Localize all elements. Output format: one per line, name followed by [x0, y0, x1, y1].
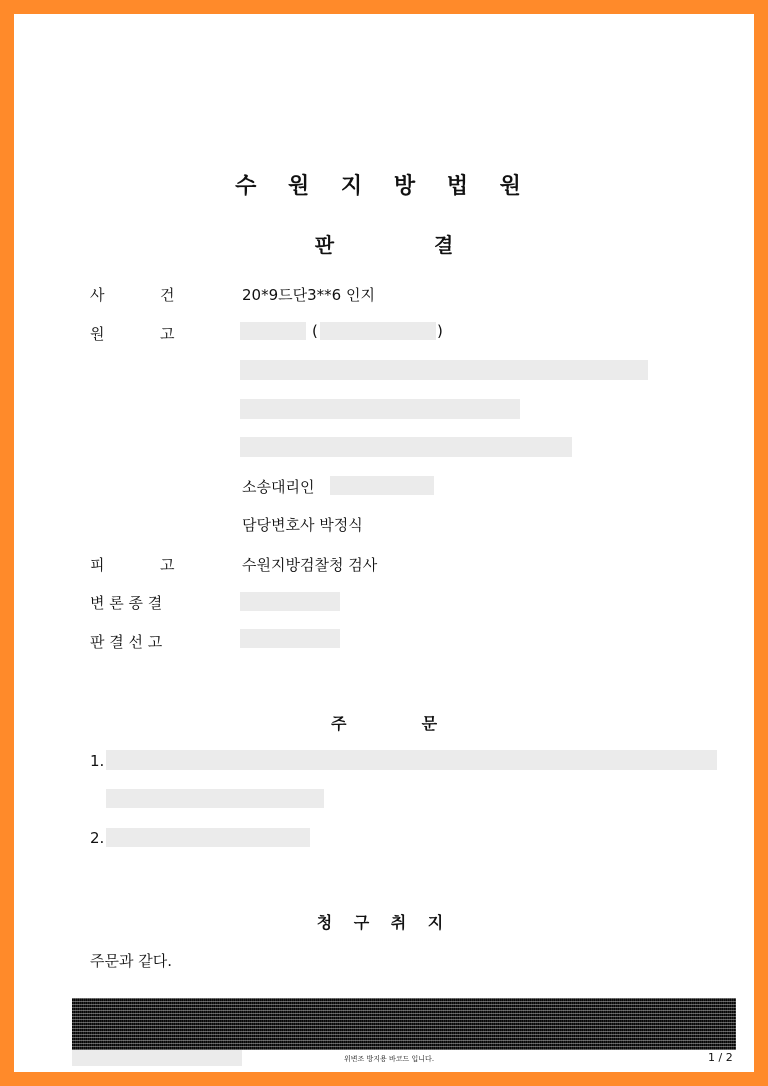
ruling-date-label: 판 결 선 고 — [90, 633, 163, 651]
case-label-a: 사 — [90, 286, 105, 304]
closing-label: 변 론 종 결 — [90, 594, 163, 612]
address-redaction-1 — [240, 360, 648, 380]
order-item-1-number: 1. — [90, 752, 105, 770]
plaintiff-paren-close: ) — [437, 322, 443, 340]
order-item-1-redaction — [106, 750, 717, 770]
plaintiff-paren-open: ( — [312, 322, 318, 340]
document-type-left: 판 — [314, 233, 335, 257]
claim-text: 주문과 같다. — [90, 952, 172, 970]
defendant-label-a: 피 — [90, 556, 105, 574]
defendant-value: 수원지방검찰청 검사 — [242, 556, 378, 574]
address-redaction-3 — [240, 437, 572, 457]
attorney-redaction — [330, 476, 434, 495]
document-type-right: 결 — [433, 233, 454, 257]
defendant-label-b: 고 — [160, 556, 175, 574]
case-label-b: 건 — [160, 286, 175, 304]
anti-forgery-barcode — [72, 998, 736, 1050]
closing-date-redaction — [240, 592, 340, 611]
order-item-2-redaction — [106, 828, 310, 847]
page-number: 1 / 2 — [708, 1051, 733, 1064]
order-title-right: 문 — [421, 714, 438, 733]
plaintiff-label-a: 원 — [90, 325, 105, 343]
footer-redaction — [72, 1050, 242, 1066]
plaintiff-id-redaction — [320, 322, 436, 340]
order-item-2-number: 2. — [90, 829, 105, 847]
court-title: 수 원 지 방 법 원 — [235, 174, 533, 199]
order-item-1-cont-redaction — [106, 789, 324, 808]
claim-title: 청 구 취 지 — [316, 913, 452, 932]
order-title — [14, 711, 754, 734]
barcode-note: 위변조 방지용 바코드 입니다. — [344, 1055, 435, 1063]
plaintiff-name-redaction — [240, 322, 306, 340]
counsel-label: 담당변호사 박정식 — [242, 516, 363, 534]
order-title-left: 주 — [330, 714, 347, 733]
ruling-date-redaction — [240, 629, 340, 648]
attorney-label: 소송대리인 — [242, 478, 315, 496]
case-number: 20*9드단3**6 인지 — [242, 286, 375, 304]
document-type — [14, 229, 754, 258]
document-page — [14, 14, 754, 1072]
plaintiff-label-b: 고 — [160, 325, 175, 343]
address-redaction-2 — [240, 399, 520, 419]
